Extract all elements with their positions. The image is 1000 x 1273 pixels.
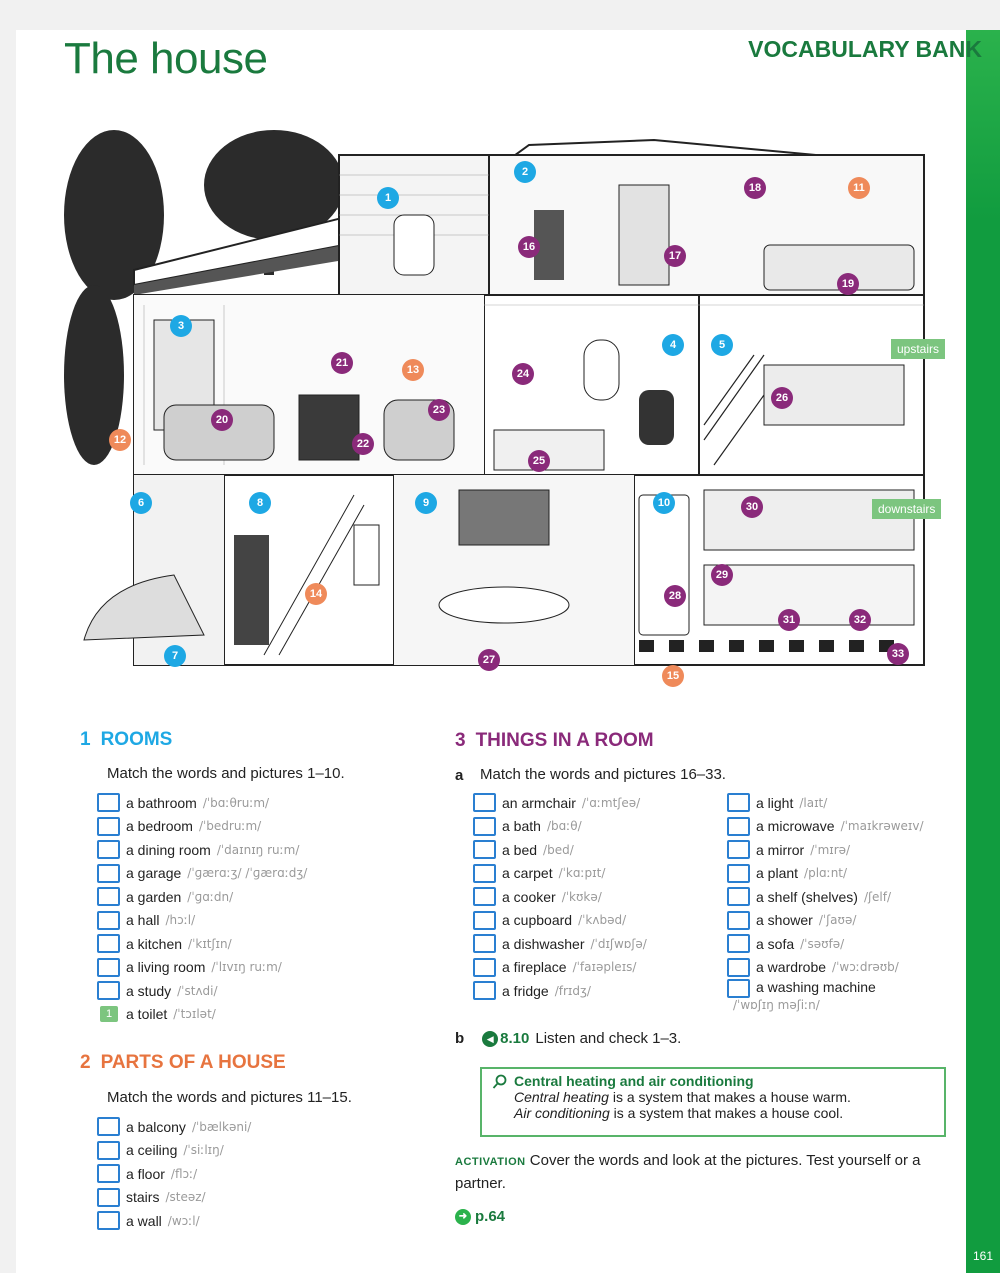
- label-23: 23: [428, 399, 450, 421]
- word: a shelf (shelves): [756, 888, 858, 905]
- answer-box[interactable]: [97, 887, 120, 906]
- arrow-right-icon: ➜: [455, 1209, 471, 1225]
- activation: [455, 1150, 925, 1194]
- pronunciation: /ˈbælkəni/: [191, 1119, 252, 1134]
- pronunciation: /ˈdɪʃwɒʃə/: [590, 936, 647, 951]
- word: a cooker: [502, 888, 556, 905]
- answer-box[interactable]: [97, 981, 120, 1000]
- answer-box[interactable]: [97, 934, 120, 953]
- tip-line-2: [514, 1105, 934, 1121]
- list-item: [97, 862, 307, 886]
- pronunciation: /ˈdaɪnɪŋ ruːm/: [216, 842, 300, 857]
- pronunciation: /laɪt/: [799, 795, 828, 810]
- label-7: 7: [164, 645, 186, 667]
- parts-heading: [80, 1052, 286, 1074]
- word: a sofa: [756, 935, 795, 952]
- pronunciation: /ˈkʊkə/: [561, 889, 602, 904]
- rooms-number: 1: [80, 729, 91, 750]
- answer-box[interactable]: [97, 1117, 120, 1136]
- list-item: [473, 815, 647, 839]
- list-item: [97, 979, 307, 1003]
- answer-box[interactable]: [97, 840, 120, 859]
- answer-box[interactable]: [97, 1164, 120, 1183]
- pronunciation: /bed/: [543, 842, 574, 857]
- pronunciation: /ˈʃaʊə/: [818, 913, 857, 928]
- list-item: [727, 791, 942, 815]
- pronunciation: /ˈɡɑːdn/: [187, 889, 234, 904]
- answer-box[interactable]: [97, 793, 120, 812]
- pronunciation: /ˈlɪvɪŋ ruːm/: [211, 960, 282, 975]
- pronunciation: /ˈɡærɑːʒ/ /ˈɡærɑːdʒ/: [187, 866, 308, 881]
- answer-box[interactable]: [97, 1188, 120, 1207]
- answer-box[interactable]: [727, 979, 750, 998]
- label-14: 14: [305, 583, 327, 605]
- answer-box[interactable]: [473, 911, 496, 930]
- pronunciation: /ˈstʌdi/: [177, 983, 218, 998]
- label-20: 20: [211, 409, 233, 431]
- word: a shower: [756, 912, 813, 929]
- label-4: 4: [662, 334, 684, 356]
- label-21: 21: [331, 352, 353, 374]
- upstairs-tag: upstairs: [891, 339, 945, 359]
- word: an armchair: [502, 794, 576, 811]
- answer-box[interactable]: [727, 958, 750, 977]
- pronunciation: /plɑːnt/: [804, 866, 848, 881]
- list-item: [97, 1139, 251, 1163]
- label-9: 9: [415, 492, 437, 514]
- rooms-title: ROOMS: [100, 729, 173, 750]
- rooms-instruction: Match the words and pictures 1–10.: [107, 765, 345, 782]
- tip-term-2: Air conditioning: [514, 1105, 610, 1121]
- answer-box[interactable]: [473, 934, 496, 953]
- word: a mirror: [756, 841, 805, 858]
- rooms-heading: [80, 729, 172, 751]
- label-6: 6: [130, 492, 152, 514]
- page-title: The house: [64, 34, 268, 83]
- label-22: 22: [352, 433, 374, 455]
- word: a cupboard: [502, 912, 573, 929]
- tip-box: [480, 1067, 946, 1137]
- word: a wall: [126, 1212, 162, 1229]
- pronunciation: /hɔːl/: [165, 913, 196, 928]
- word: a carpet: [502, 865, 553, 882]
- pronunciation: /ˈfaɪəpleɪs/: [572, 960, 637, 975]
- page-reference[interactable]: [455, 1208, 505, 1225]
- things-number: 3: [455, 730, 466, 751]
- downstairs-tag: downstairs: [872, 499, 941, 519]
- label-32: 32: [849, 609, 871, 631]
- label-16: 16: [518, 236, 540, 258]
- pronunciation: /ˈkɑːpɪt/: [558, 866, 606, 881]
- list-item: [727, 932, 942, 956]
- label-31: 31: [778, 609, 800, 631]
- page-number: 161: [972, 1249, 994, 1263]
- pronunciation: /ˈmaɪkrəweɪv/: [840, 819, 924, 834]
- word: a light: [756, 794, 794, 811]
- things-list-col1: [473, 791, 647, 1003]
- label-19: 19: [837, 273, 859, 295]
- word: a hall: [126, 912, 160, 929]
- answer-box[interactable]: [97, 1211, 120, 1230]
- vocabulary-bank-heading: VOCABULARY BANK: [748, 36, 982, 62]
- label-13: 13: [402, 359, 424, 381]
- pronunciation: /ˈɑːmtʃeə/: [581, 795, 641, 810]
- list-item: [727, 956, 942, 980]
- answer-box[interactable]: [473, 887, 496, 906]
- pronunciation: /ˈwɔːdrəʊb/: [832, 960, 899, 975]
- list-item: [97, 1115, 251, 1139]
- word: a bath: [502, 818, 541, 835]
- parts-instruction: Match the words and pictures 11–15.: [107, 1089, 352, 1106]
- word: a bedroom: [126, 818, 193, 835]
- word: a garden: [126, 888, 182, 905]
- things-instruction: Match the words and pictures 16–33.: [480, 766, 726, 783]
- audio-icon[interactable]: ◀: [482, 1031, 498, 1047]
- rooms-list: [97, 791, 307, 1026]
- pronunciation: /wɔːl/: [167, 1213, 200, 1228]
- answer-box[interactable]: [727, 934, 750, 953]
- pronunciation: /ʃelf/: [863, 889, 891, 904]
- label-25: 25: [528, 450, 550, 472]
- list-item: [727, 838, 942, 862]
- word: a fireplace: [502, 959, 567, 976]
- list-item: [473, 862, 647, 886]
- label-11: 11: [848, 177, 870, 199]
- label-24: 24: [512, 363, 534, 385]
- answer-box-filled[interactable]: 1: [100, 1006, 118, 1022]
- label-18: 18: [744, 177, 766, 199]
- pronunciation: /ˈmɪrə/: [810, 842, 851, 857]
- answer-box[interactable]: [473, 793, 496, 812]
- word: a study: [126, 982, 172, 999]
- list-item: [727, 909, 942, 933]
- answer-box[interactable]: [727, 840, 750, 859]
- things-heading: [455, 730, 654, 752]
- label-1: 1: [377, 187, 399, 209]
- word: a ceiling: [126, 1142, 178, 1159]
- house-illustration: [64, 95, 940, 682]
- word: a washing machine: [756, 979, 876, 995]
- pronunciation: /frɪdʒ/: [554, 983, 591, 998]
- pronunciation: /ˈsəʊfə/: [800, 936, 845, 951]
- word: stairs: [126, 1189, 160, 1206]
- label-30: 30: [741, 496, 763, 518]
- list-item: [97, 1209, 251, 1233]
- list-item: [473, 909, 647, 933]
- list-item: [97, 1003, 307, 1027]
- part-b-text: Listen and check 1–3.: [535, 1030, 682, 1047]
- pronunciation: /ˈkʌbəd/: [578, 913, 627, 928]
- label-28: 28: [664, 585, 686, 607]
- list-item: [97, 838, 307, 862]
- answer-box[interactable]: [727, 817, 750, 836]
- label-27: 27: [478, 649, 500, 671]
- list-item: [473, 979, 647, 1003]
- word: a dining room: [126, 841, 211, 858]
- tip-line-1: [514, 1089, 934, 1105]
- list-item: [97, 1162, 251, 1186]
- parts-list: [97, 1115, 251, 1233]
- answer-box[interactable]: [727, 887, 750, 906]
- pronunciation: /ˈbedruːm/: [198, 819, 262, 834]
- list-item: [97, 815, 307, 839]
- label-29: 29: [711, 564, 733, 586]
- label-10: 10: [653, 492, 675, 514]
- answer-box[interactable]: [473, 958, 496, 977]
- parts-title: PARTS OF A HOUSE: [100, 1052, 286, 1073]
- tip-text-1: is a system that makes a house warm.: [608, 1089, 851, 1105]
- list-item: [727, 979, 942, 1012]
- list-item: [97, 932, 307, 956]
- tip-text-2: is a system that makes a house cool.: [609, 1105, 844, 1121]
- pronunciation: /ˈtɔɪlət/: [173, 1007, 216, 1022]
- list-item: [727, 885, 942, 909]
- part-b: [455, 1030, 681, 1047]
- label-17: 17: [664, 245, 686, 267]
- label-12: 12: [109, 429, 131, 451]
- label-33: 33: [887, 643, 909, 665]
- list-item: [727, 815, 942, 839]
- label-26: 26: [771, 387, 793, 409]
- answer-box[interactable]: [473, 981, 496, 1000]
- pronunciation: /ˈbɑːθruːm/: [202, 795, 270, 810]
- word: a wardrobe: [756, 959, 827, 976]
- tip-title: Central heating and air conditioning: [514, 1073, 754, 1089]
- activation-text: Cover the words and look at the pictures. Test yourself or a partner.: [455, 1152, 921, 1192]
- word: a plant: [756, 865, 799, 882]
- magnifier-icon: [492, 1074, 508, 1090]
- pronunciation: /steəz/: [165, 1190, 206, 1205]
- word: a dishwasher: [502, 935, 585, 952]
- word: a microwave: [756, 818, 835, 835]
- label-2: 2: [514, 161, 536, 183]
- word: a fridge: [502, 982, 549, 999]
- pronunciation: /flɔː/: [170, 1166, 198, 1181]
- pronunciation: /bɑːθ/: [546, 819, 582, 834]
- answer-box[interactable]: [97, 1141, 120, 1160]
- label-3: 3: [170, 315, 192, 337]
- word: a balcony: [126, 1118, 186, 1135]
- list-item: [473, 932, 647, 956]
- part-b-label: b: [455, 1030, 465, 1047]
- things-list-col2: [727, 791, 942, 1012]
- word: a kitchen: [126, 935, 183, 952]
- answer-box[interactable]: [97, 817, 120, 836]
- answer-box[interactable]: [727, 911, 750, 930]
- side-tab: [966, 30, 1000, 1273]
- answer-box[interactable]: [97, 864, 120, 883]
- answer-box[interactable]: [97, 911, 120, 930]
- pronunciation: /ˈkɪtʃɪn/: [188, 936, 232, 951]
- list-item: [97, 1186, 251, 1210]
- word: a bed: [502, 841, 538, 858]
- answer-box[interactable]: [473, 817, 496, 836]
- list-item: [97, 791, 307, 815]
- list-item: [473, 838, 647, 862]
- list-item: [473, 791, 647, 815]
- pronunciation: /ˈwɒʃɪŋ məʃiːn/: [733, 998, 820, 1012]
- answer-box[interactable]: [727, 793, 750, 812]
- list-item: [727, 862, 942, 886]
- word: a living room: [126, 959, 206, 976]
- list-item: [97, 956, 307, 980]
- list-item: [473, 956, 647, 980]
- list-item: [97, 909, 307, 933]
- word: a floor: [126, 1165, 165, 1182]
- answer-box[interactable]: [473, 840, 496, 859]
- answer-box[interactable]: [473, 864, 496, 883]
- things-title: THINGS IN A ROOM: [475, 730, 654, 751]
- activation-key: ACTIVATION: [455, 1156, 526, 1168]
- pronunciation: /ˈsiːlɪŋ/: [183, 1143, 224, 1158]
- audio-track[interactable]: 8.10: [500, 1030, 530, 1047]
- answer-box[interactable]: [97, 958, 120, 977]
- word: a toilet: [126, 1006, 168, 1023]
- label-8: 8: [249, 492, 271, 514]
- label-15: 15: [662, 665, 684, 687]
- parts-number: 2: [80, 1052, 91, 1073]
- part-a-label: a: [455, 767, 464, 784]
- house-drawing: [64, 95, 934, 667]
- list-item: [473, 885, 647, 909]
- word: a garage: [126, 865, 182, 882]
- answer-box[interactable]: [727, 864, 750, 883]
- page-ref-text[interactable]: p.64: [475, 1208, 506, 1225]
- list-item: [97, 885, 307, 909]
- word: a bathroom: [126, 794, 197, 811]
- tip-term-1: Central heating: [514, 1089, 609, 1105]
- label-5: 5: [711, 334, 733, 356]
